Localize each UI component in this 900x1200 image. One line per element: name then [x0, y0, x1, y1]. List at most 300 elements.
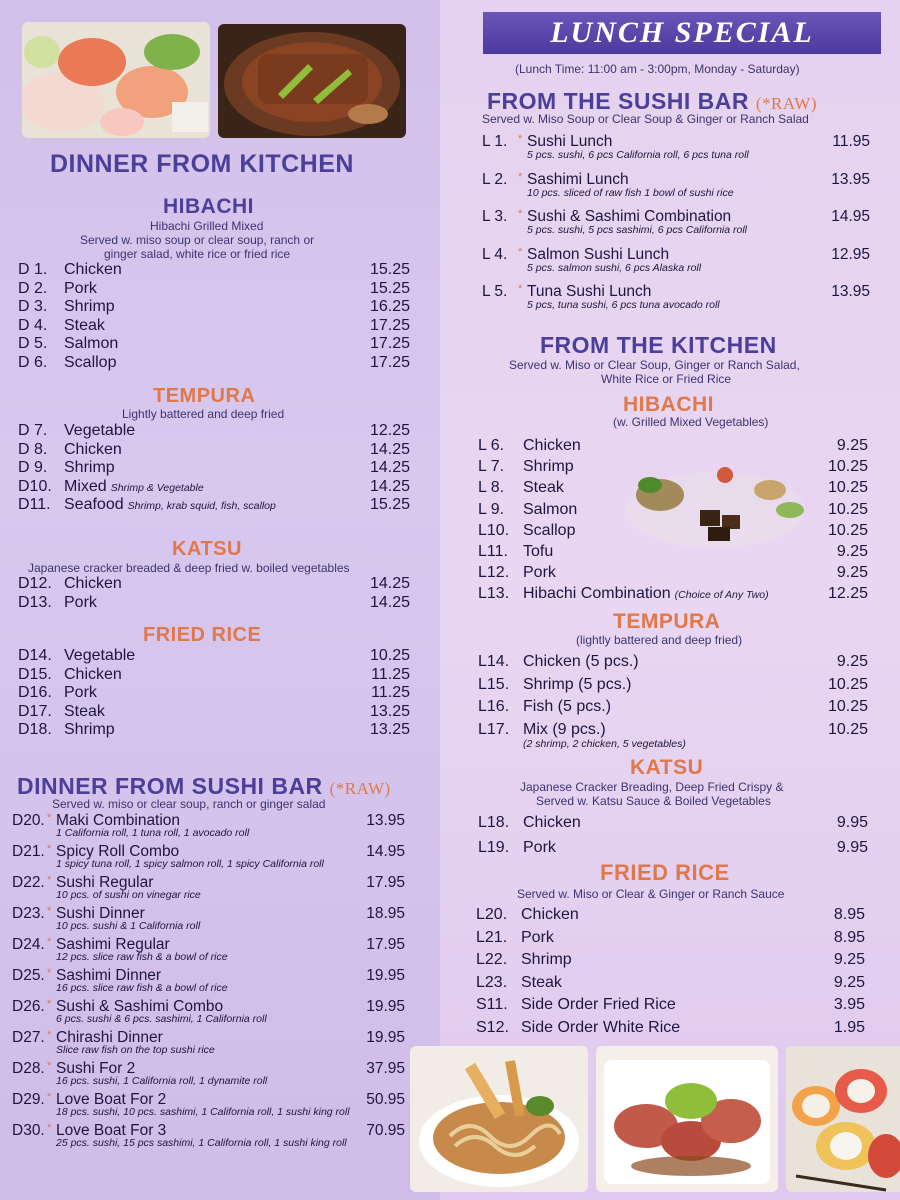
menu-item: [478, 721, 868, 739]
item-name: [64, 666, 122, 684]
item-price: 12.25: [369, 422, 410, 439]
item-detail: 5 pcs, tuna sushi, 6 pcs tuna avocado roll: [527, 299, 720, 311]
item-name: [64, 703, 105, 721]
item-price: 37.95: [366, 1060, 405, 1077]
item-name: [521, 951, 572, 969]
item-price: 17.95: [366, 874, 405, 891]
item-detail: 12 pcs. slice raw fish & a bowl of rice: [56, 951, 228, 963]
raw-marker-icon: *: [47, 998, 52, 1010]
item-name: [64, 459, 115, 477]
item-code: D 9.: [18, 459, 48, 476]
item-code: D28.: [12, 1060, 45, 1077]
item-name-text: Sushi Lunch: [527, 133, 613, 150]
katsu-note: Japanese cracker breaded & deep fried w. boiled vegetables: [28, 561, 350, 575]
item-name-text: Steak: [521, 973, 562, 991]
item-code: L17.: [478, 720, 510, 738]
item-price: 12.95: [831, 245, 870, 263]
item-price: 19.95: [366, 967, 405, 984]
item-name: [64, 478, 204, 496]
item-price: 9.25: [836, 653, 868, 670]
item-name: [64, 335, 118, 353]
raw-marker-icon: *: [47, 843, 52, 855]
item-price: 13.95: [831, 283, 870, 300]
item-price: 17.95: [366, 936, 405, 953]
hibachi-title: HIBACHI: [163, 195, 254, 218]
item-name-text: Hibachi Combination: [523, 585, 671, 603]
lunch-katsu-title: KATSU: [630, 756, 704, 779]
fried-rice-title: FRIED RICE: [143, 624, 262, 646]
item-name-text: Pork: [521, 928, 554, 946]
menu-item: [478, 585, 868, 603]
menu-item: [478, 839, 868, 857]
item-price: 9.25: [836, 437, 868, 454]
menu-item: [18, 298, 410, 316]
tempura-note: Lightly battered and deep fried: [122, 407, 285, 421]
item-price: 14.25: [369, 477, 410, 495]
item-code: D15.: [18, 665, 52, 683]
menu-item: [478, 676, 868, 694]
item-name: [64, 298, 115, 316]
menu-item: [478, 698, 868, 716]
item-detail: Slice raw fish on the top sushi rice: [56, 1044, 215, 1056]
item-price: 10.25: [827, 675, 868, 693]
katsu-title: KATSU: [172, 538, 242, 560]
item-detail: 6 pcs. sushi & 6 pcs. sashimi, 1 California roll: [56, 1013, 267, 1025]
item-price: 10.25: [369, 647, 410, 664]
item-name-text: Love Boat For 3: [56, 1122, 167, 1139]
item-name: [64, 422, 135, 440]
hibachi-subtitle: Hibachi Grilled Mixed: [150, 219, 264, 233]
kitchen-note-1: Served w. Miso or Clear Soup, Ginger or Ranch Salad,: [509, 358, 800, 372]
item-name: [64, 496, 276, 514]
item-name-text: Fish (5 pcs.): [523, 698, 612, 715]
item-code: L 2.: [482, 170, 508, 188]
item-code: D23.: [12, 905, 45, 922]
menu-item: [18, 261, 410, 279]
item-name-text: Sashimi Lunch: [527, 170, 629, 188]
raw-marker-icon: *: [518, 245, 523, 258]
lunch-hibachi-title: HIBACHI: [623, 393, 714, 416]
item-code: S11.: [476, 996, 508, 1013]
item-desc: Shrimp, krab squid, fish, scallop: [127, 500, 276, 512]
item-price: 11.25: [371, 665, 410, 683]
item-code: D 2.: [18, 279, 48, 297]
item-price: 15.25: [369, 261, 410, 278]
item-detail: 25 pcs. sushi, 15 pcs sashimi, 1 California roll, 1 sushi king roll: [56, 1137, 347, 1149]
raw-label: (*RAW): [329, 779, 391, 798]
item-code: D27.: [12, 1029, 45, 1046]
item-name-text: Tuna Sushi Lunch: [527, 283, 652, 300]
item-name: [64, 575, 122, 593]
item-price: 8.95: [833, 928, 865, 946]
item-name-text: Sashimi Regular: [56, 936, 170, 953]
item-price: 9.95: [836, 814, 868, 831]
item-code: L21.: [476, 928, 508, 946]
raw-marker-icon: *: [47, 967, 52, 979]
menu-item: [478, 564, 868, 582]
lunch-fried-rice-note: Served w. Miso or Clear & Ginger or Ranch Sauce: [517, 887, 785, 901]
dinner-sushi-bar-label: DINNER FROM SUSHI BAR: [17, 773, 323, 799]
item-name-text: Shrimp (5 pcs.): [523, 675, 632, 693]
item-price: 18.95: [366, 905, 405, 922]
menu-item: [18, 666, 410, 684]
item-name-text: Salmon: [523, 500, 578, 518]
dinner-sushi-bar-title: [17, 773, 391, 800]
item-name-text: Salmon Sushi Lunch: [527, 245, 670, 263]
menu-item: [476, 996, 865, 1014]
item-name-text: Pork: [64, 279, 97, 297]
raw-marker-icon: *: [47, 812, 52, 824]
item-code: L19.: [478, 839, 510, 856]
item-name: [523, 653, 639, 671]
item-price: 9.25: [833, 973, 865, 991]
item-code: D 6.: [18, 353, 48, 371]
lunch-sushi-bar-label: FROM THE SUSHI BAR: [487, 88, 749, 114]
item-code: D24.: [12, 936, 45, 953]
menu-item: [18, 422, 410, 440]
item-price: 13.95: [831, 170, 870, 188]
item-code: L11.: [478, 543, 508, 560]
item-code: D22.: [12, 874, 45, 891]
item-code: L 3.: [482, 208, 508, 225]
item-name-text: Chicken: [523, 437, 581, 454]
item-name-text: Tofu: [523, 543, 554, 560]
item-code: D13.: [18, 593, 52, 611]
item-detail: 10 pcs. sushi & 1 California roll: [56, 920, 201, 932]
mix-detail: (2 shrimp, 2 chicken, 5 vegetables): [523, 738, 686, 750]
item-price: 13.95: [366, 812, 405, 829]
item-name-text: Mix (9 pcs.): [523, 720, 606, 738]
raw-marker-icon: *: [518, 283, 523, 295]
lunch-special-banner: LUNCH SPECIAL: [483, 12, 881, 54]
menu-item: [476, 1019, 865, 1037]
item-name-text: Seafood: [64, 496, 124, 513]
tataki-photo: [596, 1046, 778, 1192]
item-name-text: Salmon: [64, 335, 119, 352]
item-name: [64, 684, 97, 702]
item-code: D 4.: [18, 316, 48, 334]
item-name-text: Steak: [64, 316, 105, 334]
item-code: L 8.: [478, 479, 505, 497]
item-code: D20.: [12, 812, 45, 829]
item-name: [64, 280, 97, 298]
item-code: D18.: [18, 721, 52, 738]
item-code: D 5.: [18, 335, 48, 352]
menu-item: [18, 280, 410, 298]
lunch-time: (Lunch Time: 11:00 am - 3:00pm, Monday - Saturday): [515, 62, 800, 76]
lunch-katsu-note-2: Served w. Katsu Sauce & Boiled Vegetables: [536, 794, 771, 808]
item-name: [523, 585, 769, 603]
item-price: 70.95: [366, 1122, 405, 1139]
raw-marker-icon: *: [47, 1122, 52, 1134]
item-price: 13.25: [369, 702, 410, 720]
item-name-text: Pork: [523, 564, 556, 582]
item-code: L16.: [478, 698, 510, 715]
item-name: [523, 543, 553, 561]
menu-item: [478, 437, 868, 455]
item-price: 14.25: [369, 575, 410, 592]
item-name-text: Sashimi Dinner: [56, 967, 162, 984]
item-name-text: Chicken: [64, 665, 122, 683]
item-detail: 1 spicy tuna roll, 1 spicy salmon roll, 1 spicy California roll: [56, 858, 324, 870]
hibachi-note-1: Served w. miso soup or clear soup, ranch or: [80, 233, 315, 247]
item-price: 10.25: [827, 458, 868, 476]
item-code: D14.: [18, 647, 52, 664]
item-desc: Shrimp & Vegetable: [110, 481, 204, 494]
item-code: L 6.: [478, 437, 505, 454]
item-price: 9.25: [833, 951, 865, 968]
item-name-text: Scallop: [64, 353, 117, 371]
item-name: [521, 906, 579, 924]
item-name: [523, 522, 575, 540]
tempura-noodle-photo: [410, 1046, 588, 1192]
item-name: [521, 929, 554, 947]
item-name-text: Shrimp: [64, 298, 115, 315]
item-name-text: Scallop: [523, 521, 576, 539]
item-code: L18.: [478, 814, 510, 831]
lunch-hibachi-note: (w. Grilled Mixed Vegetables): [613, 415, 769, 429]
item-code: D 8.: [18, 440, 48, 458]
menu-item: [478, 653, 868, 671]
item-detail: 16 pcs. slice raw fish & a bowl of rice: [56, 982, 228, 994]
item-name-text: Mixed: [64, 477, 107, 495]
item-name-text: Chirashi Dinner: [56, 1029, 163, 1046]
menu-item: [18, 594, 410, 612]
item-code: L 1.: [482, 133, 508, 150]
item-code: D12.: [18, 575, 52, 592]
item-code: L14.: [478, 653, 510, 670]
item-name: [523, 839, 556, 857]
item-price: 14.95: [366, 843, 405, 860]
dinner-kitchen-title: DINNER FROM KITCHEN: [50, 150, 354, 178]
item-code: D16.: [18, 684, 52, 701]
item-code: D10.: [18, 477, 52, 495]
item-detail: 18 pcs. sushi, 10 pcs. sashimi, 1 California roll, 1 sushi king roll: [56, 1106, 350, 1118]
item-name: [64, 317, 105, 335]
item-code: L12.: [478, 564, 510, 582]
item-price: 17.25: [369, 353, 410, 371]
item-name: [64, 441, 122, 459]
menu-item: [18, 317, 410, 335]
item-name-text: Side Order Fried Rice: [521, 996, 676, 1013]
item-name: [523, 721, 606, 739]
lunch-sushi-bar-title: [487, 88, 817, 115]
item-name: [64, 261, 122, 279]
item-name-text: Chicken (5 pcs.): [523, 653, 639, 670]
item-price: 15.25: [369, 279, 410, 297]
lunch-tempura-note: (lightly battered and deep fried): [576, 633, 743, 647]
item-detail: 1 California roll, 1 tuna roll, 1 avocado roll: [56, 827, 250, 839]
item-name-text: Side Order White Rice: [521, 1018, 681, 1036]
menu-item: [18, 575, 410, 593]
item-name: [64, 594, 97, 612]
item-name-text: Chicken: [64, 440, 122, 458]
item-name: [64, 721, 115, 739]
menu-item: [18, 354, 410, 372]
item-price: 14.25: [369, 459, 410, 476]
item-code: L 4.: [482, 245, 508, 263]
menu-item: [18, 647, 410, 665]
unagi-photo: [218, 24, 406, 138]
item-price: 9.25: [836, 564, 868, 582]
menu-item: [18, 684, 410, 702]
menu-item: [476, 906, 865, 924]
item-price: 8.95: [833, 906, 865, 923]
item-price: 11.25: [371, 684, 410, 701]
item-code: D30.: [12, 1122, 45, 1139]
item-name: [521, 996, 676, 1014]
item-code: L15.: [478, 675, 510, 693]
item-name: [523, 676, 631, 694]
item-code: D17.: [18, 702, 52, 720]
item-code: L 9.: [478, 500, 505, 518]
item-name: [523, 437, 581, 455]
menu-item: [476, 951, 865, 969]
item-code: L22.: [476, 951, 508, 968]
lunch-katsu-note-1: Japanese Cracker Breading, Deep Fried Crispy &: [520, 780, 784, 794]
item-name-text: Vegetable: [64, 422, 136, 439]
sushi-rolls-photo: [786, 1046, 900, 1192]
item-price: 15.25: [369, 496, 410, 513]
item-code: D25.: [12, 967, 45, 984]
raw-marker-icon: *: [47, 1091, 52, 1103]
item-name-text: Maki Combination: [56, 812, 181, 829]
item-name-text: Steak: [523, 479, 564, 497]
item-detail: 5 pcs. salmon sushi, 6 pcs Alaska roll: [527, 261, 702, 274]
hibachi-note-2: ginger salad, white rice or fried rice: [104, 247, 291, 261]
item-price: 3.95: [833, 996, 865, 1013]
menu-item: [18, 703, 410, 721]
kitchen-note-2: White Rice or Fried Rice: [601, 372, 732, 386]
item-name: [523, 458, 574, 476]
raw-marker-icon: *: [47, 874, 52, 886]
item-price: 10.25: [827, 720, 868, 738]
item-name-text: Love Boat For 2: [56, 1091, 167, 1108]
menu-item: [476, 974, 865, 992]
item-detail: 5 pcs. sushi, 5 pcs sashimi, 6 pcs California roll: [527, 224, 748, 236]
item-price: 14.95: [831, 208, 870, 225]
item-code: L23.: [476, 973, 508, 991]
item-name: [523, 564, 556, 582]
item-code: S12.: [476, 1018, 509, 1036]
menu-item: [18, 459, 410, 477]
item-name: [523, 501, 577, 519]
menu-item: [18, 721, 410, 739]
item-price: 9.25: [836, 543, 868, 560]
item-name-text: Sushi & Sashimi Combination: [527, 208, 732, 225]
item-name-text: Pork: [64, 593, 97, 611]
item-price: 19.95: [366, 998, 405, 1015]
item-name-text: Chicken: [64, 261, 122, 278]
sashimi-photo: [22, 22, 210, 138]
item-detail: 10 pcs. sliced of raw fish 1 bowl of sushi rice: [527, 186, 734, 199]
item-price: 12.25: [827, 585, 868, 603]
item-detail: 16 pcs. sushi, 1 California roll, 1 dynamite roll: [56, 1075, 268, 1087]
item-name-text: Pork: [64, 684, 97, 701]
item-code: L 7.: [478, 458, 505, 476]
item-name: [521, 974, 562, 992]
item-name: [521, 1019, 680, 1037]
item-name: [64, 354, 116, 372]
menu-item: [18, 335, 410, 353]
item-name-text: Shrimp: [521, 951, 572, 968]
item-name-text: Pork: [523, 839, 556, 856]
item-code: D 7.: [18, 422, 48, 439]
item-name-text: Shrimp: [64, 459, 115, 476]
item-name-text: Chicken: [521, 906, 579, 923]
item-name-text: Shrimp: [523, 458, 574, 476]
item-code: D11.: [18, 496, 51, 513]
lunch-fried-rice-title: FRIED RICE: [600, 860, 730, 885]
lunch-raw-label: (*RAW): [755, 94, 818, 113]
item-detail: 5 pcs. sushi, 6 pcs California roll, 6 pcs tuna roll: [527, 149, 749, 161]
item-code: D29.: [12, 1091, 45, 1108]
item-name-text: Sushi Regular: [56, 874, 154, 891]
item-name: [523, 698, 611, 716]
raw-marker-icon: *: [518, 133, 523, 145]
item-price: 16.25: [369, 298, 410, 315]
raw-marker-icon: *: [518, 170, 523, 183]
menu-item: [18, 478, 410, 496]
item-price: 9.95: [836, 839, 868, 856]
item-name-text: Sushi For 2: [56, 1060, 136, 1077]
item-name-text: Shrimp: [64, 721, 115, 738]
item-price: 17.25: [369, 316, 410, 334]
item-price: 10.25: [827, 479, 868, 497]
tempura-title: TEMPURA: [153, 385, 256, 407]
lunch-sushi-note: Served w. Miso Soup or Clear Soup & Ginger or Ranch Salad: [482, 112, 809, 126]
menu-item: [476, 929, 865, 947]
item-code: D21.: [12, 843, 45, 860]
menu-item: [18, 441, 410, 459]
raw-marker-icon: *: [47, 1060, 52, 1072]
item-price: 10.25: [827, 521, 868, 539]
item-name-text: Chicken: [523, 814, 581, 831]
sushi-bar-note: Served w. miso or clear soup, ranch or ginger salad: [52, 797, 326, 811]
lunch-tempura-title: TEMPURA: [613, 610, 721, 633]
item-code: L10.: [478, 521, 510, 539]
item-desc: (Choice of Any Two): [674, 589, 769, 602]
item-detail: 10 pcs. of sushi on vinegar rice: [56, 889, 201, 901]
item-code: L20.: [476, 906, 508, 923]
item-name-text: Vegetable: [64, 647, 136, 664]
item-name-text: Steak: [64, 702, 105, 720]
item-price: 11.95: [832, 133, 870, 150]
item-code: D 1.: [18, 261, 48, 278]
item-price: 13.25: [369, 721, 410, 738]
raw-marker-icon: *: [518, 208, 523, 220]
item-name-text: Sushi & Sashimi Combo: [56, 998, 224, 1015]
item-price: 14.25: [369, 593, 410, 611]
item-price: 17.25: [369, 335, 410, 352]
menu-item: [18, 496, 410, 514]
item-code: L13.: [478, 585, 510, 603]
item-name-text: Chicken: [64, 575, 122, 592]
raw-marker-icon: *: [47, 1029, 52, 1041]
item-price: 19.95: [366, 1029, 405, 1046]
item-price: 50.95: [366, 1091, 405, 1108]
item-name: [523, 814, 581, 832]
item-price: 1.95: [833, 1018, 865, 1036]
hibachi-food-photo: [620, 455, 810, 555]
item-name: [523, 479, 564, 497]
from-kitchen-title: FROM THE KITCHEN: [540, 332, 777, 358]
item-code: D26.: [12, 998, 45, 1015]
item-price: 14.25: [369, 440, 410, 458]
item-price: 10.25: [827, 698, 868, 715]
item-name-text: Sushi Dinner: [56, 905, 145, 922]
item-name-text: Spicy Roll Combo: [56, 843, 180, 860]
